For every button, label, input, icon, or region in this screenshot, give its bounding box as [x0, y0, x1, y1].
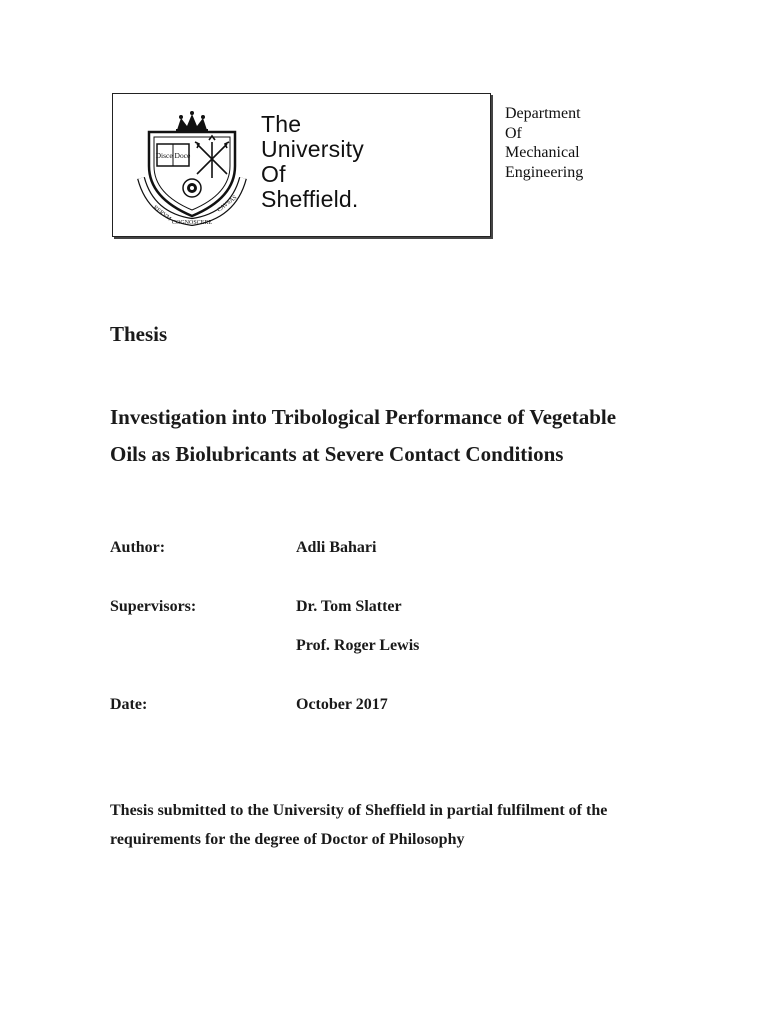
department-line: Of: [505, 124, 522, 142]
wordmark-line: The: [261, 111, 302, 137]
crown-icon: [176, 111, 208, 134]
date-value: October 2017: [296, 696, 388, 713]
submission-line: Thesis submitted to the University of Sheffield in partial fulfilment of the: [110, 802, 608, 819]
thesis-title-line: Investigation into Tribological Performance of Vegetable: [110, 405, 617, 429]
wordmark-line: Of: [261, 161, 286, 187]
university-logo: [112, 93, 491, 237]
book-icon: [156, 144, 191, 166]
crest-motto-right: CAVSAS: [216, 194, 239, 214]
department-line: Department: [505, 105, 581, 122]
crest-motto-center: COGNOSCERE: [171, 220, 213, 226]
university-crest-icon: [137, 108, 247, 226]
author-label: Author:: [110, 539, 166, 556]
supervisor-name: Prof. Roger Lewis: [296, 637, 420, 654]
wordmark-line: Sheffield.: [261, 186, 359, 212]
thesis-title-line: Oils as Biolubricants at Severe Contact Conditions: [110, 442, 564, 466]
thesis-title: [110, 399, 710, 473]
page-heading: Thesis: [110, 322, 168, 346]
submission-line: requirements for the degree of Doctor of Philosophy: [110, 831, 465, 848]
author-name: Adli Bahari: [296, 539, 377, 556]
supervisors-label: Supervisors:: [110, 598, 197, 615]
university-wordmark: [261, 112, 364, 212]
crest-book-text: Disce Doce: [155, 151, 191, 160]
crest-motto-left: RERVM: [151, 204, 172, 223]
date-label: Date:: [110, 696, 148, 713]
department-label: [505, 104, 583, 182]
department-line: Engineering: [505, 163, 584, 181]
submission-statement: [110, 796, 607, 854]
department-line: Mechanical: [505, 144, 580, 161]
supervisor-name: Dr. Tom Slatter: [296, 598, 402, 615]
rose-icon: [183, 179, 201, 197]
wordmark-line: University: [261, 136, 364, 162]
